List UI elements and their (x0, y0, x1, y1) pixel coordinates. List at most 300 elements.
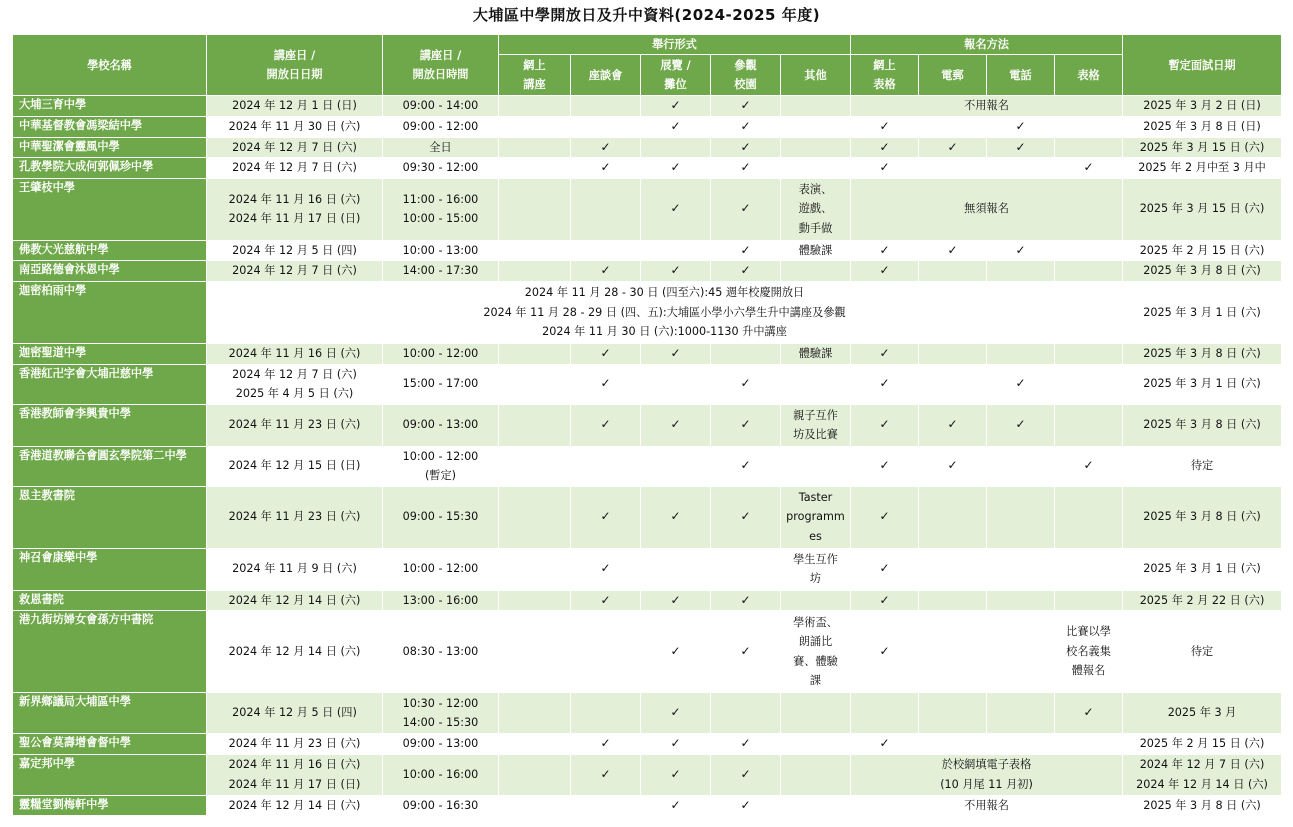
format-campus-visit (711, 734, 781, 755)
format-exhibition-booth (641, 158, 711, 179)
check-icon: ✓ (740, 119, 751, 133)
format-seminar (571, 795, 641, 816)
school-name: 香港道教聯合會圓玄學院第二中學 (13, 446, 207, 486)
format-campus-visit (711, 795, 781, 816)
format-seminar (571, 117, 641, 138)
check-icon: ✓ (1015, 376, 1026, 391)
registration-note (851, 754, 1123, 795)
format-seminar (571, 611, 641, 693)
format-exhibition-booth (641, 446, 711, 486)
open-day-date (207, 364, 383, 404)
format-other (781, 96, 851, 117)
interview-date (1123, 282, 1282, 344)
check-icon: ✓ (1015, 242, 1026, 257)
format-exhibition-booth (641, 795, 711, 816)
format-seminar (571, 486, 641, 548)
interview-date (1123, 446, 1282, 486)
reg-form (1055, 548, 1123, 590)
check-icon: ✓ (1015, 417, 1026, 432)
interview-date (1123, 693, 1282, 734)
format-other (781, 486, 851, 548)
header-registration-group: 報名方法 (851, 35, 1123, 55)
check-icon: ✓ (740, 263, 751, 278)
check-icon: ✓ (600, 417, 611, 432)
table-row (13, 548, 1282, 590)
interview-date (1123, 117, 1282, 138)
interview-date-line: 2025 年 2 月 15 日 (六) (1139, 737, 1265, 750)
format-exhibition-booth (641, 364, 711, 404)
open-day-date-line: 2024 年 12 月 5 日 (四) (232, 243, 357, 257)
format-other (781, 178, 851, 240)
open-day-time (383, 96, 499, 117)
format-other-line: 課 (809, 674, 822, 687)
table-row (13, 178, 1282, 240)
check-icon: ✓ (740, 160, 751, 174)
check-icon: ✓ (600, 509, 611, 524)
check-icon: ✓ (600, 561, 611, 576)
format-other (781, 261, 851, 282)
reg-online-form (851, 344, 919, 365)
interview-date (1123, 344, 1282, 365)
table-row (13, 96, 1282, 117)
open-day-time (383, 693, 499, 734)
format-other (781, 137, 851, 158)
reg-form (1055, 158, 1123, 179)
open-day-time-line: 09:00 - 15:30 (402, 510, 479, 524)
open-day-time-line: 10:00 - 15:00 (402, 212, 479, 225)
check-icon: ✓ (600, 376, 611, 391)
open-day-date (207, 693, 383, 734)
format-exhibition-booth (641, 344, 711, 365)
format-other-line: Taster (798, 490, 833, 504)
check-icon: ✓ (879, 263, 890, 278)
interview-date (1123, 611, 1282, 693)
format-campus-visit (711, 117, 781, 138)
check-icon: ✓ (1083, 458, 1094, 473)
school-name: 聖公會莫壽增會督中學 (13, 734, 207, 755)
table-row (13, 137, 1282, 158)
format-online-talk (499, 158, 571, 179)
school-name: 王肇枝中學 (13, 178, 207, 240)
format-online-talk (499, 96, 571, 117)
open-day-date-line: 2024 年 12 月 14 日 (六) (228, 644, 361, 658)
interview-date (1123, 178, 1282, 240)
header-time: 講座日 / 開放日時間 (383, 35, 499, 96)
open-day-date-line: 2024 年 12 月 7 日 (六) (232, 140, 357, 154)
open-day-time-line: 10:00 - 12:00 (402, 562, 479, 576)
format-online-talk (499, 404, 571, 446)
check-icon: ✓ (740, 458, 751, 473)
format-online-talk (499, 734, 571, 755)
format-seminar (571, 693, 641, 734)
format-online-talk (499, 344, 571, 365)
open-day-date (207, 240, 383, 261)
format-online-talk (499, 446, 571, 486)
school-name: 佛教大光慈航中學 (13, 240, 207, 261)
check-icon: ✓ (670, 160, 681, 174)
check-icon: ✓ (947, 417, 958, 432)
format-online-talk (499, 548, 571, 590)
reg-form (1055, 137, 1123, 158)
check-icon: ✓ (670, 797, 681, 812)
format-other-line: 體驗課 (798, 243, 833, 257)
open-day-time-line: 14:00 - 15:30 (402, 716, 479, 729)
reg-phone (987, 734, 1055, 755)
interview-date-line: 2025 年 3 月 8 日 (日) (1143, 120, 1261, 133)
open-day-time (383, 548, 499, 590)
open-day-date (207, 344, 383, 365)
open-day-time (383, 240, 499, 261)
registration-note-line: (10 月尾 11 月初) (940, 777, 1033, 791)
format-other-line: 坊及比賽 (793, 428, 838, 441)
format-other (781, 734, 851, 755)
format-online-talk (499, 795, 571, 816)
interview-date-line: 2025 年 3 月 8 日 (六) (1143, 418, 1261, 432)
reg-phone (987, 611, 1055, 693)
reg-email (919, 344, 987, 365)
interview-date-line: 2025 年 3 月 8 日 (六) (1143, 798, 1261, 812)
format-seminar (571, 344, 641, 365)
interview-date-line: 2025 年 3 月 15 日 (六) (1139, 202, 1265, 216)
format-other-line: programm (786, 510, 845, 524)
format-campus-visit (711, 693, 781, 734)
open-day-date-line: 2024 年 11 月 16 日 (六) (228, 192, 361, 206)
reg-form (1055, 734, 1123, 755)
school-name: 香港教師會李興貴中學 (13, 404, 207, 446)
reg-email (919, 693, 987, 734)
format-online-talk (499, 754, 571, 795)
table-row (13, 693, 1282, 734)
reg-form (1055, 611, 1123, 693)
format-other (781, 795, 851, 816)
header-format-exhibition-booth: 展覽 / 攤位 (641, 55, 711, 96)
open-day-time (383, 590, 499, 611)
school-name: 香港紅卍字會大埔卍慈中學 (13, 364, 207, 404)
open-day-time-line: 10:30 - 12:00 (402, 696, 479, 710)
open-day-date-line: 2024 年 11 月 9 日 (六) (232, 562, 357, 576)
header-reg-email: 電郵 (919, 55, 987, 96)
open-day-date (207, 590, 383, 611)
format-other-line: 學術盃、 (793, 615, 838, 629)
school-name: 南亞路德會沐恩中學 (13, 261, 207, 282)
format-exhibition-booth (641, 178, 711, 240)
reg-form-line: 體報名 (1071, 664, 1106, 678)
check-icon: ✓ (600, 139, 611, 154)
school-name: 孔教學院大成何郭佩珍中學 (13, 158, 207, 179)
school-name: 神召會康樂中學 (13, 548, 207, 590)
reg-email (919, 364, 987, 404)
open-day-time-line: 13:00 - 16:00 (402, 593, 479, 607)
format-online-talk (499, 611, 571, 693)
check-icon: ✓ (740, 766, 751, 781)
check-icon: ✓ (740, 139, 751, 154)
header-reg-form: 表格 (1055, 55, 1123, 96)
interview-date-line: 2025 年 3 月 1 日 (六) (1143, 377, 1261, 391)
school-name: 嘉定邦中學 (13, 754, 207, 795)
reg-form (1055, 364, 1123, 404)
merged-info (207, 282, 1123, 344)
interview-date-line: 2024 年 12 月 7 日 (六) (1139, 758, 1265, 771)
table-row (13, 734, 1282, 755)
format-campus-visit (711, 344, 781, 365)
check-icon: ✓ (670, 766, 681, 781)
check-icon: ✓ (670, 592, 681, 607)
reg-phone (987, 590, 1055, 611)
open-day-time (383, 344, 499, 365)
interview-date-line: 待定 (1190, 644, 1214, 658)
open-day-date-line: 2024 年 12 月 14 日 (六) (228, 798, 361, 812)
format-other-line: 學生互作 (793, 552, 838, 566)
open-day-time-line: 09:00 - 12:00 (402, 120, 479, 133)
open-day-date (207, 158, 383, 179)
format-other-line: 遊戲、 (798, 202, 833, 216)
format-exhibition-booth (641, 693, 711, 734)
check-icon: ✓ (947, 458, 958, 473)
reg-email (919, 404, 987, 446)
open-day-date (207, 446, 383, 486)
interview-date (1123, 261, 1282, 282)
open-day-date (207, 178, 383, 240)
open-day-time (383, 117, 499, 138)
interview-date (1123, 795, 1282, 816)
reg-email (919, 240, 987, 261)
format-seminar (571, 754, 641, 795)
format-seminar (571, 158, 641, 179)
open-day-date (207, 404, 383, 446)
open-day-date-line: 2024 年 11 月 16 日 (六) (228, 347, 361, 360)
check-icon: ✓ (1015, 139, 1026, 154)
registration-note (851, 96, 1123, 117)
reg-form (1055, 344, 1123, 365)
school-name: 中華聖潔會靈風中學 (13, 137, 207, 158)
check-icon: ✓ (740, 797, 751, 812)
interview-date-line: 2024 年 12 月 14 日 (六) (1136, 777, 1268, 791)
open-day-date (207, 548, 383, 590)
interview-date-line: 2025 年 3 月 8 日 (六) (1143, 264, 1261, 278)
check-icon: ✓ (600, 263, 611, 278)
check-icon: ✓ (600, 592, 611, 607)
open-day-date-line: 2024 年 11 月 23 日 (六) (228, 737, 361, 750)
interview-date-line: 2025 年 2 月中至 3 月中 (1138, 161, 1266, 174)
school-name: 迦密聖道中學 (13, 344, 207, 365)
interview-date-line: 待定 (1190, 459, 1214, 473)
check-icon: ✓ (879, 417, 890, 432)
open-day-date-line: 2024 年 12 月 1 日 (日) (232, 99, 357, 113)
table-row (13, 344, 1282, 365)
format-seminar (571, 364, 641, 404)
format-online-talk (499, 117, 571, 138)
check-icon: ✓ (740, 417, 751, 432)
open-day-date (207, 117, 383, 138)
check-icon: ✓ (879, 376, 890, 391)
reg-phone (987, 240, 1055, 261)
open-day-time (383, 754, 499, 795)
open-day-date-line: 2024 年 11 月 16 日 (六) (228, 758, 361, 771)
format-seminar (571, 734, 641, 755)
reg-phone (987, 261, 1055, 282)
open-day-date-line: 2024 年 12 月 7 日 (六) (232, 367, 357, 381)
check-icon: ✓ (600, 160, 611, 174)
registration-note (851, 178, 1123, 240)
reg-online-form (851, 404, 919, 446)
open-day-date-line: 2025 年 4 月 5 日 (六) (235, 387, 354, 400)
format-online-talk (499, 364, 571, 404)
reg-email (919, 117, 987, 138)
format-other (781, 446, 851, 486)
open-day-date (207, 611, 383, 693)
check-icon: ✓ (879, 509, 890, 524)
check-icon: ✓ (670, 509, 681, 524)
open-day-time (383, 446, 499, 486)
check-icon: ✓ (600, 346, 611, 360)
check-icon: ✓ (600, 736, 611, 750)
format-other-line: 賽、體驗 (793, 654, 838, 668)
check-icon: ✓ (600, 766, 611, 781)
format-exhibition-booth (641, 240, 711, 261)
open-day-date-line: 2024 年 12 月 15 日 (日) (228, 459, 361, 473)
check-icon: ✓ (879, 592, 890, 607)
format-exhibition-booth (641, 754, 711, 795)
registration-note-line: 於校網填電子表格 (941, 758, 1032, 771)
reg-email (919, 611, 987, 693)
format-campus-visit (711, 548, 781, 590)
open-day-date (207, 137, 383, 158)
open-day-date-line: 2024 年 12 月 5 日 (四) (232, 706, 357, 720)
open-day-time (383, 795, 499, 816)
reg-email (919, 548, 987, 590)
open-day-date (207, 754, 383, 795)
open-day-time-line: 09:30 - 12:00 (402, 161, 479, 174)
reg-phone (987, 364, 1055, 404)
open-day-date-line: 2024 年 11 月 23 日 (六) (228, 418, 361, 432)
format-campus-visit (711, 96, 781, 117)
reg-phone (987, 117, 1055, 138)
table-header (13, 35, 1282, 96)
format-other (781, 364, 851, 404)
check-icon: ✓ (670, 736, 681, 750)
open-day-table (12, 34, 1282, 816)
check-icon: ✓ (670, 201, 681, 216)
reg-form-line: 比賽以學 (1066, 625, 1111, 639)
check-icon: ✓ (879, 561, 890, 576)
table-row (13, 590, 1282, 611)
interview-date-line: 2025 年 3 月 8 日 (六) (1143, 510, 1261, 524)
table-row (13, 364, 1282, 404)
open-day-time (383, 486, 499, 548)
check-icon: ✓ (879, 458, 890, 473)
check-icon: ✓ (670, 346, 681, 360)
reg-email (919, 486, 987, 548)
reg-email (919, 261, 987, 282)
format-other-line: 朗誦比 (798, 635, 833, 648)
interview-date-line: 2025 年 2 月 22 日 (六) (1139, 593, 1265, 607)
open-day-time (383, 364, 499, 404)
interview-date (1123, 548, 1282, 590)
format-other-line: 親子互作 (793, 408, 838, 422)
format-seminar (571, 96, 641, 117)
reg-online-form (851, 158, 919, 179)
reg-form (1055, 693, 1123, 734)
open-day-time (383, 734, 499, 755)
check-icon: ✓ (670, 417, 681, 432)
interview-date (1123, 137, 1282, 158)
check-icon: ✓ (740, 242, 751, 257)
open-day-time (383, 611, 499, 693)
check-icon: ✓ (1083, 160, 1094, 174)
header-format-other: 其他 (781, 55, 851, 96)
interview-date-line: 2025 年 3 月 8 日 (六) (1143, 347, 1261, 360)
format-seminar (571, 404, 641, 446)
registration-note-line: 不用報名 (964, 99, 1009, 113)
open-day-time (383, 178, 499, 240)
open-day-date-line: 2024 年 12 月 7 日 (六) (232, 264, 357, 278)
format-other-line: 表演、 (798, 182, 833, 196)
interview-date-line: 2025 年 2 月 15 日 (六) (1139, 243, 1265, 257)
check-icon: ✓ (740, 736, 751, 750)
reg-online-form (851, 693, 919, 734)
format-exhibition-booth (641, 404, 711, 446)
open-day-date-line: 2024 年 11 月 17 日 (日) (228, 777, 361, 791)
format-other (781, 590, 851, 611)
format-seminar (571, 548, 641, 590)
reg-form-line: 校名義集 (1066, 644, 1111, 658)
interview-date-line: 2025 年 3 月 1 日 (六) (1143, 562, 1261, 576)
check-icon: ✓ (670, 119, 681, 133)
open-day-time (383, 261, 499, 282)
school-name: 新界鄉議局大埔區中學 (13, 693, 207, 734)
format-campus-visit (711, 178, 781, 240)
check-icon: ✓ (740, 376, 751, 391)
format-campus-visit (711, 404, 781, 446)
table-row (13, 486, 1282, 548)
format-seminar (571, 240, 641, 261)
reg-online-form (851, 590, 919, 611)
table-row (13, 795, 1282, 816)
reg-online-form (851, 261, 919, 282)
format-other (781, 548, 851, 590)
check-icon: ✓ (879, 242, 890, 257)
interview-date-line: 2025 年 3 月 1 日 (六) (1143, 305, 1261, 319)
reg-phone (987, 446, 1055, 486)
interview-date (1123, 590, 1282, 611)
format-seminar (571, 178, 641, 240)
open-day-date-line: 2024 年 12 月 14 日 (六) (228, 593, 361, 607)
open-day-time-line: 10:00 - 13:00 (402, 243, 479, 257)
reg-form (1055, 404, 1123, 446)
reg-email (919, 590, 987, 611)
format-campus-visit (711, 486, 781, 548)
open-day-time (383, 158, 499, 179)
open-day-time-line: 08:30 - 13:00 (402, 644, 479, 658)
format-exhibition-booth (641, 734, 711, 755)
format-campus-visit (711, 364, 781, 404)
reg-phone (987, 486, 1055, 548)
header-format-seminar: 座談會 (571, 55, 641, 96)
format-exhibition-booth (641, 548, 711, 590)
check-icon: ✓ (879, 643, 890, 658)
header-format-group: 舉行形式 (499, 35, 851, 55)
header-format-online-talk: 網上 講座 (499, 55, 571, 96)
check-icon: ✓ (740, 509, 751, 524)
check-icon: ✓ (740, 98, 751, 113)
format-online-talk (499, 240, 571, 261)
open-day-date (207, 96, 383, 117)
check-icon: ✓ (670, 643, 681, 658)
header-reg-phone: 電話 (987, 55, 1055, 96)
format-other (781, 158, 851, 179)
format-online-talk (499, 261, 571, 282)
table-row (13, 240, 1282, 261)
